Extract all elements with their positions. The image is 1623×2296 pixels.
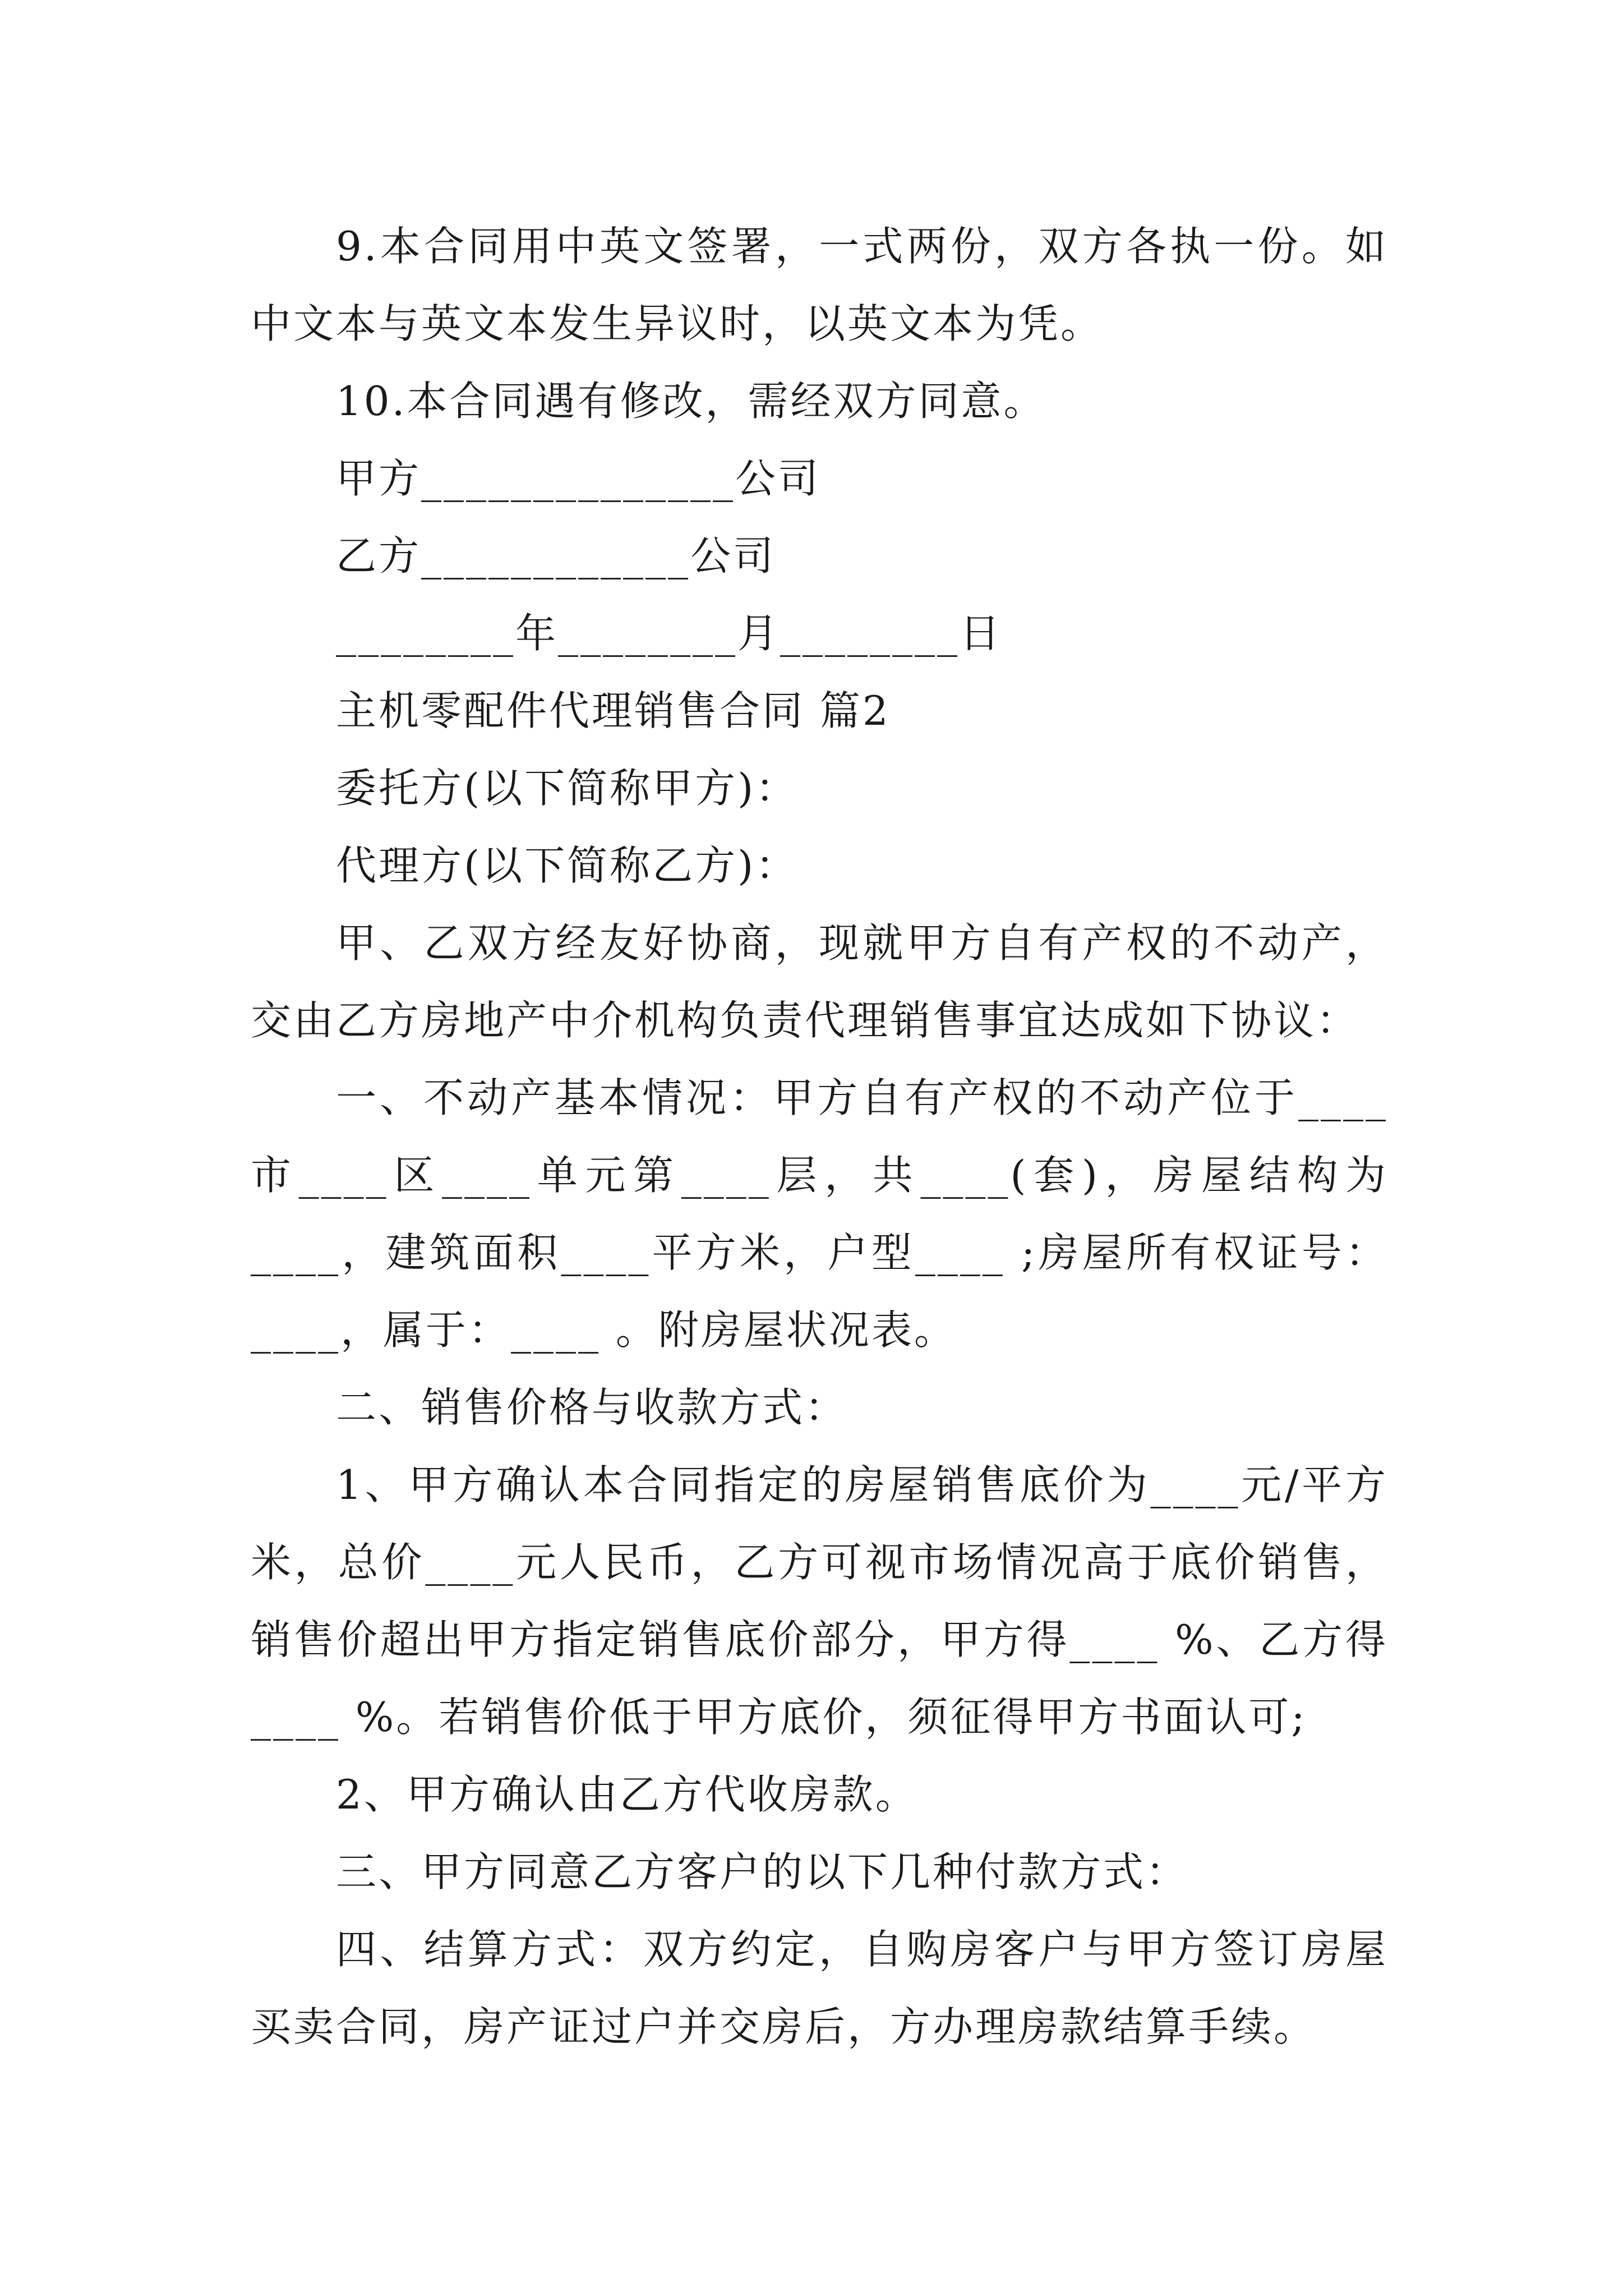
clause-price-2: 2、甲方确认由乙方代收房款。: [336, 1771, 918, 1818]
clause-price-heading: 二、销售价格与收款方式：: [336, 1384, 848, 1431]
agent-party: 代理方(以下简称乙方)：: [336, 842, 799, 889]
paragraph-clause-9: 9.本合同用中英文签署，一式两份，双方各执一份。如中文本与英文本发生异议时，以英文本为凭。: [251, 223, 1388, 347]
section-heading: 主机零配件代理销售合同 篇2: [336, 687, 891, 734]
clause-property-info: 一、不动产基本情况：甲方自有产权的不动产位于____市____区____单元第____层，共____(套)，房屋结构为____，建筑面积____平方米，户型____ ;房屋所有权证号：____，属于：____ 。附房屋状况表。: [251, 1074, 1388, 1354]
signature-party-a: 甲方______________公司: [336, 455, 821, 502]
principal-party: 委托方(以下简称甲方)：: [336, 765, 799, 812]
clause-settlement: 四、结算方式：双方约定，自购房客户与甲方签订房屋买卖合同，房产证过户并交房后，方办理房款结算手续。: [251, 1926, 1388, 2050]
signature-date: ________年________月________日: [336, 610, 1002, 657]
clause-price-1: 1、甲方确认本合同指定的房屋销售底价为____元/平方米，总价____元人民币，乙方可视市场情况高于底价销售，销售价超出甲方指定销售底价部分，甲方得____ %、乙方得____ %。若销售价低于甲方底价，须征得甲方书面认可;: [251, 1461, 1388, 1741]
signature-party-b: 乙方____________公司: [336, 532, 776, 579]
paragraph-intro: 甲、乙双方经友好协商，现就甲方自有产权的不动产，交由乙方房地产中介机构负责代理销售事宜达成如下协议：: [251, 919, 1388, 1044]
document-body: [251, 208, 1388, 2065]
paragraph-clause-10: 10.本合同遇有修改，需经双方同意。: [336, 378, 1046, 425]
clause-payment-methods: 三、甲方同意乙方客户的以下几种付款方式：: [336, 1848, 1189, 1895]
